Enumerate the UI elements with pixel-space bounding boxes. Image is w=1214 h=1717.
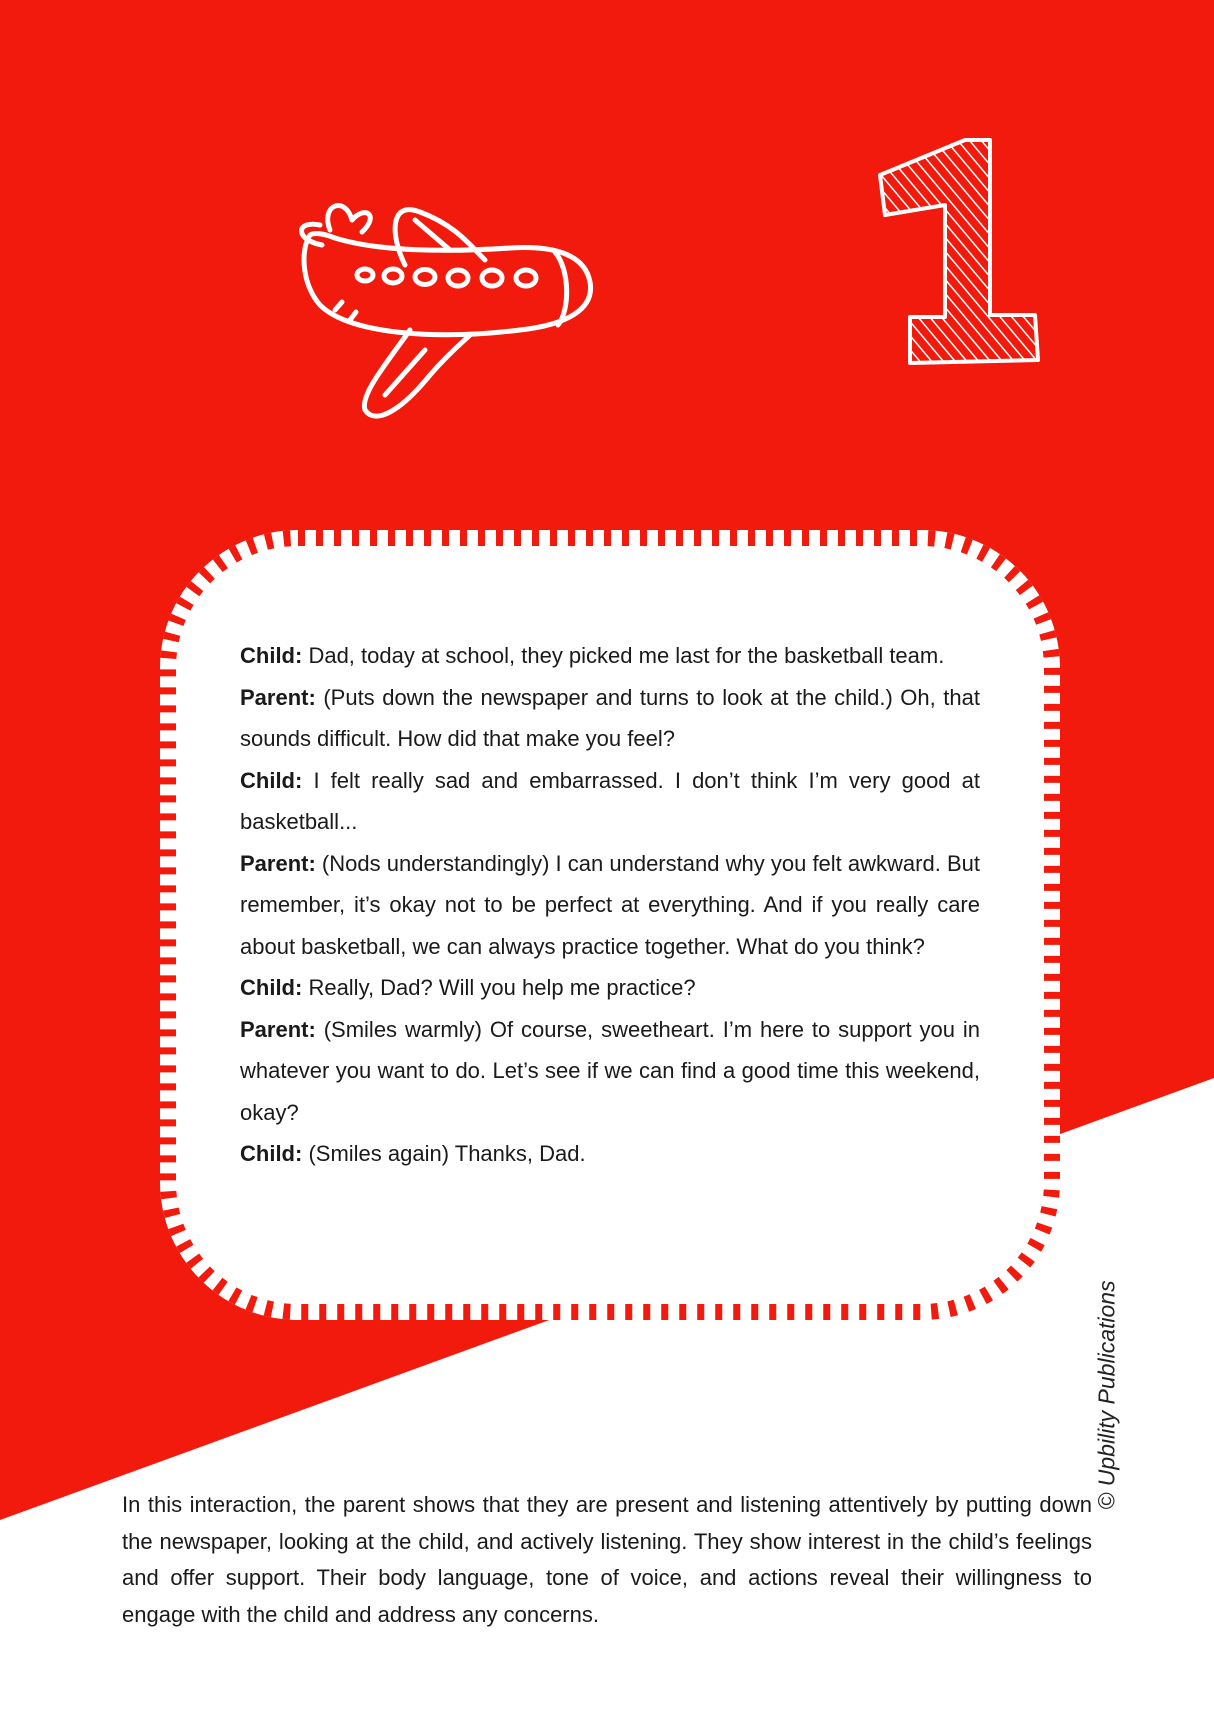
line-text: (Puts down the newspaper and turns to look at the child.) Oh, that sounds difficult. How did that make you feel?	[240, 684, 980, 751]
dialogue-line	[240, 967, 980, 1009]
speaker-label: Child:	[240, 975, 303, 1000]
speaker-label: Parent:	[240, 684, 316, 710]
line-text: (Nods understandingly) I can understand why you felt awkward. But remember, it’s okay not to be perfect at everything. And if you really care about basketball, we can always practice together. What do you think?	[240, 850, 980, 959]
dialogue-line	[240, 760, 980, 843]
chapter-number-graphic	[870, 135, 1055, 375]
dialogue-text	[240, 635, 980, 1175]
line-text: Really, Dad? Will you help me practice?	[302, 975, 696, 1000]
line-text: Dad, today at school, they picked me last for the basketball team.	[302, 643, 945, 668]
line-text: (Smiles warmly) Of course, sweetheart. I’m here to support you in whatever you want to do. Let’s see if we can find a good time this weekend, okay?	[240, 1016, 980, 1125]
dialogue-line	[240, 1009, 980, 1134]
speaker-label: Parent:	[240, 850, 316, 876]
airplane-icon	[290, 190, 600, 430]
speaker-label: Child:	[240, 643, 303, 668]
speaker-label: Parent:	[240, 1016, 316, 1042]
dialogue-line	[240, 635, 980, 677]
speaker-label: Child:	[240, 767, 303, 793]
dialogue-line	[240, 677, 980, 760]
dialogue-line	[240, 1133, 980, 1175]
line-text: I felt really sad and embarrassed. I don’t think I’m very good at basketball...	[240, 767, 980, 834]
speaker-label: Child:	[240, 1141, 303, 1166]
summary-paragraph: In this interaction, the parent shows that they are present and listening attentively by putting down the newspaper, looking at the child, and actively listening. They show interest in the child’s feelings and offer support. Their body language, tone of voice, and actions reveal their willingness to engage with the child and address any concerns.	[122, 1492, 1092, 1627]
copyright-notice: © Upbility Publications	[1093, 1280, 1120, 1510]
line-text: (Smiles again) Thanks, Dad.	[302, 1141, 586, 1166]
dialogue-line	[240, 843, 980, 968]
